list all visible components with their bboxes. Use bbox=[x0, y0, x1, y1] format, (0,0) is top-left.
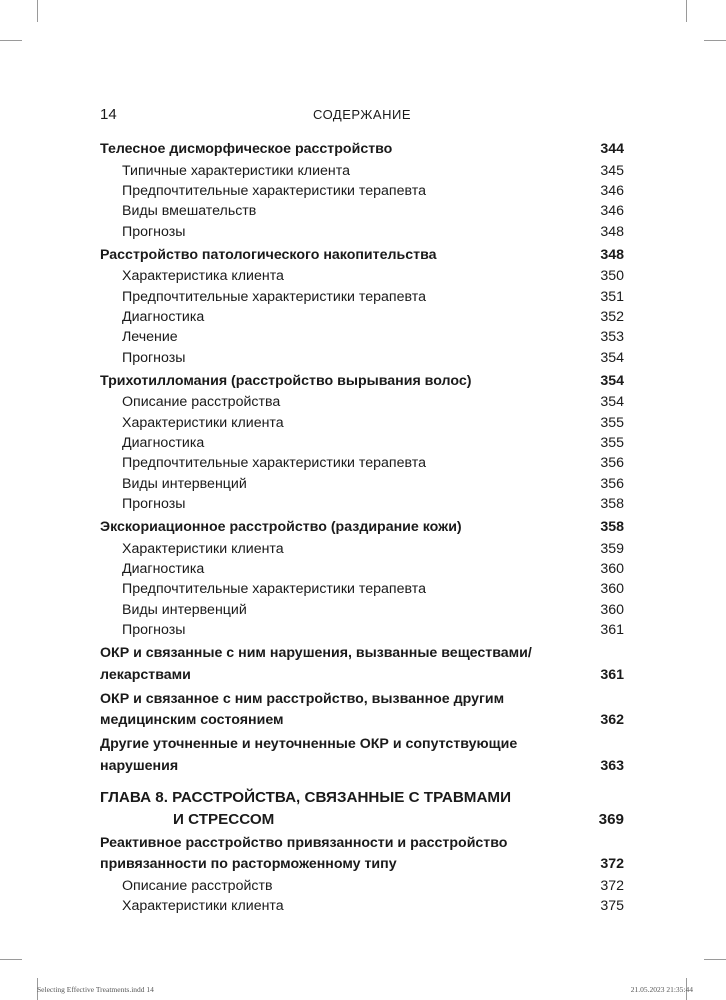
toc-entry-page: 372 bbox=[600, 877, 624, 894]
toc-subsection-entry bbox=[100, 307, 624, 327]
crop-mark bbox=[704, 959, 726, 960]
toc-entry-title: Описание расстройства bbox=[122, 394, 281, 411]
toc-subsection-entry bbox=[100, 474, 624, 494]
toc-entry-page: 358 bbox=[600, 519, 624, 536]
toc-entry-title: Трихотилломания (расстройство вырывания волос) bbox=[100, 372, 472, 389]
crop-mark bbox=[37, 0, 38, 22]
toc-entry-page: 359 bbox=[600, 540, 624, 557]
toc-subsection-entry bbox=[100, 494, 624, 514]
toc-entry-title: Характеристика клиента bbox=[122, 268, 284, 285]
toc-entry-title: ОКР и связанное с ним расстройство, вызванное другим медицинским состоянием bbox=[100, 690, 505, 729]
toc-entry-title: ОКР и связанные с ним нарушения, вызванные веществами/ лекарствами bbox=[100, 645, 532, 683]
toc-entry-page: 362 bbox=[600, 712, 624, 729]
toc-subsection-entry bbox=[100, 222, 624, 242]
toc-entry-page: 348 bbox=[600, 223, 624, 240]
toc-subsection-entry bbox=[100, 896, 624, 916]
table-of-contents bbox=[100, 139, 624, 916]
toc-entry-title: Диагностика bbox=[122, 308, 205, 325]
toc-entry-title: Экскориационное расстройство (раздирание кожи) bbox=[100, 519, 462, 536]
toc-subsection-entry bbox=[100, 413, 624, 433]
toc-entry-page: 356 bbox=[600, 475, 624, 492]
file-slug: Selecting Effective Treatments.indd 14 bbox=[37, 985, 154, 994]
toc-entry-title: Лечение bbox=[122, 329, 178, 346]
toc-subsection-entry bbox=[100, 600, 624, 620]
toc-entry-page: 372 bbox=[600, 856, 624, 873]
toc-entry-page: 345 bbox=[600, 162, 624, 179]
chapter-title-line: ГЛАВА 8. РАССТРОЙСТВА, СВЯЗАННЫЕ С ТРАВМАМИ bbox=[100, 789, 511, 807]
toc-entry-title: Характеристики клиента bbox=[122, 898, 284, 915]
toc-entry-page: 363 bbox=[600, 757, 624, 774]
toc-entry-title: Диагностика bbox=[122, 561, 205, 577]
toc-entry-page: 354 bbox=[600, 372, 624, 389]
toc-subsection-entry bbox=[100, 287, 624, 307]
toc-entry-title: Виды интервенций bbox=[122, 601, 247, 618]
toc-section-entry bbox=[100, 689, 624, 732]
page-header bbox=[100, 106, 624, 126]
toc-entry-page: 360 bbox=[600, 601, 624, 618]
toc-entry-title: Другие уточненные и неуточненные ОКР и сопутствующие нарушения bbox=[100, 736, 518, 774]
toc-entry-title: Телесное дисморфическое расстройство bbox=[100, 141, 393, 157]
toc-subsection-entry bbox=[100, 201, 624, 221]
toc-entry-page: 354 bbox=[600, 394, 624, 411]
toc-subsection-entry bbox=[100, 433, 624, 453]
toc-entry-title: Прогнозы bbox=[122, 622, 186, 639]
toc-entry-title: Прогнозы bbox=[122, 496, 186, 513]
toc-entry-page: 346 bbox=[600, 182, 624, 199]
toc-entry-title bbox=[100, 787, 624, 830]
chapter-title-continuation: И СТРЕССОМ bbox=[173, 810, 275, 828]
toc-subsection-entry bbox=[100, 620, 624, 640]
toc-entry-page: 355 bbox=[600, 414, 624, 431]
toc-subsection-entry bbox=[100, 181, 624, 201]
toc-entry-title: Диагностика bbox=[122, 434, 205, 451]
toc-subsection-entry bbox=[100, 453, 624, 473]
toc-entry-page: 361 bbox=[600, 622, 624, 639]
toc-entry-page: 360 bbox=[600, 561, 624, 577]
toc-entry-title: Виды интервенций bbox=[122, 475, 247, 492]
crop-mark bbox=[0, 40, 22, 41]
toc-entry-page: 355 bbox=[600, 434, 624, 451]
toc-entry-page: 348 bbox=[600, 246, 624, 263]
toc-subsection-entry bbox=[100, 266, 624, 286]
toc-section-entry bbox=[100, 643, 624, 686]
toc-entry-page: 353 bbox=[600, 329, 624, 346]
toc-section-entry bbox=[100, 139, 624, 161]
toc-subsection-entry bbox=[100, 559, 624, 579]
page-number: 14 bbox=[100, 106, 117, 123]
toc-entry-title: Описание расстройств bbox=[122, 877, 273, 894]
toc-section-entry bbox=[100, 371, 624, 393]
toc-subsection-entry bbox=[100, 579, 624, 599]
toc-entry-page: 360 bbox=[600, 581, 624, 598]
toc-entry-page: 375 bbox=[600, 898, 624, 915]
toc-section-entry bbox=[100, 833, 624, 876]
running-title: СОДЕРЖАНИЕ bbox=[312, 107, 411, 122]
toc-entry-title: Характеристики клиента bbox=[122, 540, 284, 557]
toc-entry-page: 354 bbox=[600, 349, 624, 366]
toc-entry-page: 352 bbox=[600, 308, 624, 325]
toc-entry-title: Характеристики клиента bbox=[122, 414, 284, 431]
toc-entry-page: 358 bbox=[600, 496, 624, 513]
toc-entry-page: 346 bbox=[600, 203, 624, 220]
toc-subsection-entry bbox=[100, 876, 624, 896]
toc-chapter-entry bbox=[100, 787, 624, 830]
toc-subsection-entry bbox=[100, 348, 624, 368]
toc-entry-page: 369 bbox=[598, 810, 624, 828]
print-timestamp: 21.05.2023 21:35:44 bbox=[630, 985, 693, 994]
toc-subsection-entry bbox=[100, 539, 624, 559]
toc-subsection-entry bbox=[100, 327, 624, 347]
toc-entry-title: Типичные характеристики клиента bbox=[122, 162, 350, 179]
toc-entry-title: Предпочтительные характеристики терапевта bbox=[122, 581, 426, 598]
toc-entry-page: 350 bbox=[600, 268, 624, 285]
toc-entry-page: 351 bbox=[600, 288, 624, 305]
toc-entry-title: Прогнозы bbox=[122, 349, 186, 366]
toc-entry-title: Реактивное расстройство привязанности и расстройство привязанности по расторможенному типу bbox=[100, 834, 508, 873]
toc-subsection-entry bbox=[100, 392, 624, 412]
toc-entry-title: Предпочтительные характеристики терапевта bbox=[122, 182, 426, 199]
crop-mark bbox=[704, 40, 726, 41]
crop-mark bbox=[686, 0, 687, 22]
toc-section-entry bbox=[100, 245, 624, 267]
toc-entry-title: Предпочтительные характеристики терапевта bbox=[122, 288, 426, 305]
toc-entry-title: Виды вмешательств bbox=[122, 203, 257, 220]
toc-entry-title: Расстройство патологического накопительства bbox=[100, 246, 437, 263]
toc-entry-title: Прогнозы bbox=[122, 223, 186, 240]
toc-entry-page: 361 bbox=[600, 666, 624, 683]
toc-entry-page: 344 bbox=[600, 141, 624, 157]
toc-entry-title: Предпочтительные характеристики терапевта bbox=[122, 455, 426, 472]
toc-subsection-entry bbox=[100, 161, 624, 181]
crop-mark bbox=[0, 959, 22, 960]
toc-section-entry bbox=[100, 734, 624, 777]
toc-section-entry bbox=[100, 517, 624, 539]
toc-entry-page: 356 bbox=[600, 455, 624, 472]
